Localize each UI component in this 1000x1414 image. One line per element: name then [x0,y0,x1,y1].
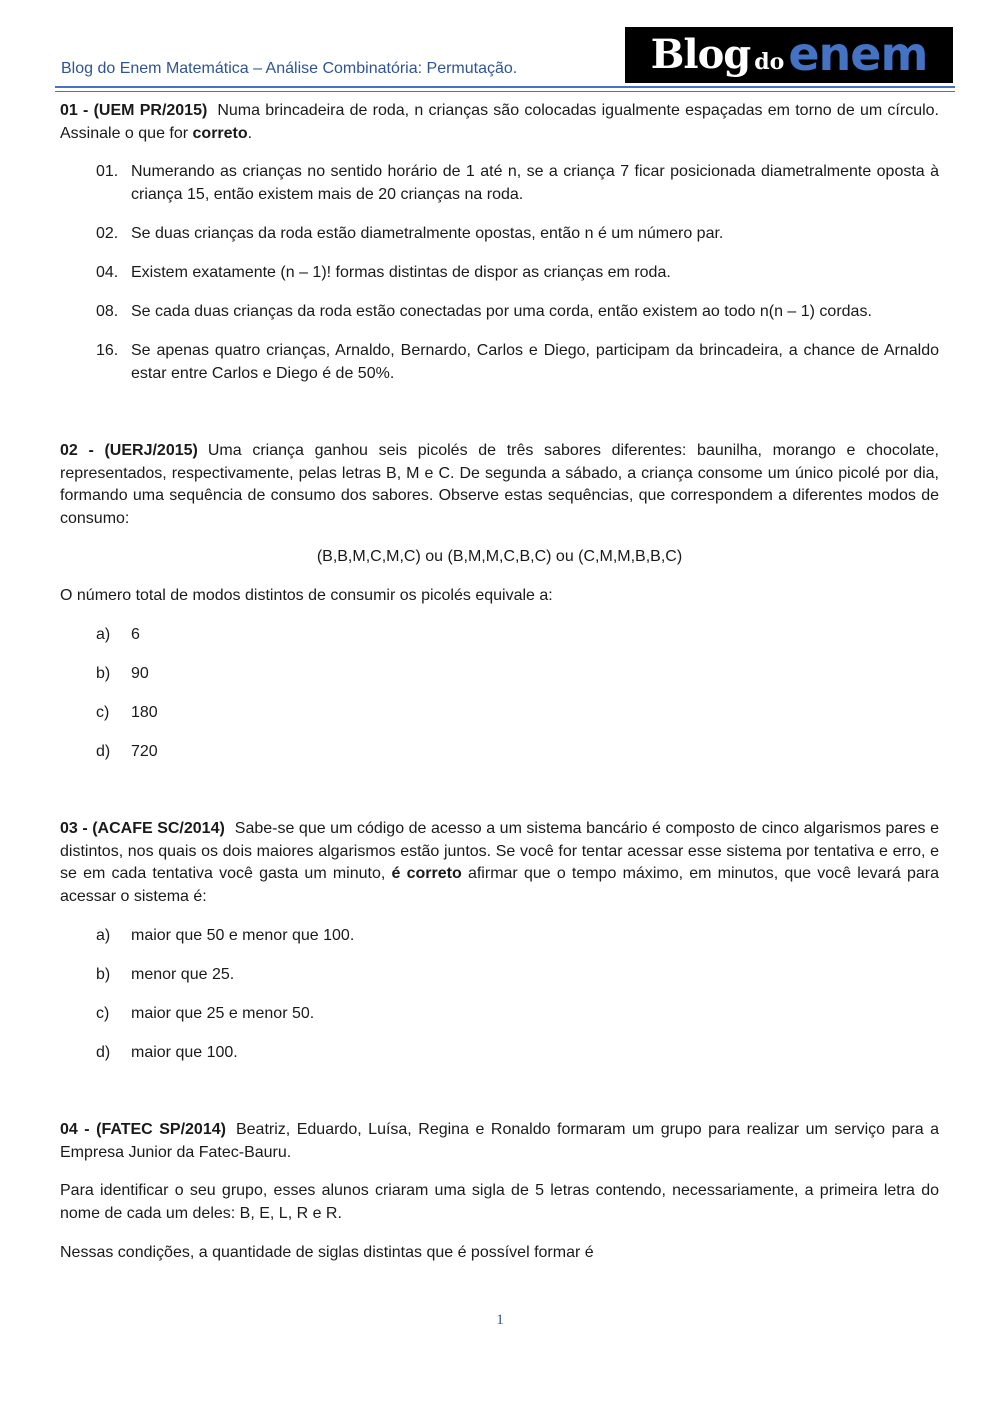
option-text: maior que 50 e menor que 100. [131,927,355,944]
item-number: 04. [96,264,119,281]
option-text: 6 [131,626,140,643]
option-letter: d) [96,1044,111,1061]
logo-part-do: do [754,49,785,75]
question-03-bold: é correto [391,865,462,882]
header-title: Blog do Enem Matemática – Análise Combinatória: Permutação. [61,60,518,77]
option-letter: a) [96,626,111,643]
question-02 [60,440,939,530]
question-02-sequences: (B,B,M,C,M,C) ou (B,M,M,C,B,C) ou (C,M,M,B,B,C) [316,548,683,565]
item-text: Se apenas quatro crianças, Arnaldo, Bernardo, Carlos e Diego, participam da brincadeira, a chance de Arnaldo estar entre Carlos e Diego é de 50%. [131,342,939,382]
logo-part-blog: Blog [650,30,751,78]
option-text: 180 [131,704,158,721]
question-02-option [96,741,158,764]
item-number: 02. [96,225,119,242]
question-01-item [96,262,939,285]
question-03-option [96,1042,238,1065]
item-text: Existem exatamente (n – 1)! formas distintas de dispor as crianças em roda. [131,264,671,281]
question-02-statement [60,440,939,530]
option-letter: b) [96,966,111,983]
question-01-statement [60,100,939,145]
question-01-text-end: . [247,124,253,142]
question-04-para3: Nessas condições, a quantidade de siglas distintas que é possível formar é [60,1244,594,1261]
option-letter: a) [96,927,111,944]
question-03-text-end: afirmar que o tempo máximo, em minutos, que você levará para acessar o sistema é: [60,865,940,905]
blog-do-enem-logo [625,27,953,83]
question-01-item [96,161,939,206]
logo-part-enem: enem [788,27,928,81]
option-text: menor que 25. [131,966,235,983]
question-03-text: Sabe-se que um código de acesso a um sistema bancário é composto de cinco algarismos pares e distintos, nos quais os dois maiores algarismos estão juntos. Se você for tentar acessar esse sistema por tentativa e erro, e se em cada tentativa você gasta um minuto, [60,820,939,882]
question-04-paragraph-2 [60,1180,939,1225]
item-text: Numerando as crianças no sentido horário de 1 até n, se a criança 7 ficar posicionada diametralmente oposta à criança 15, então existem mais de 20 crianças na roda. [131,163,939,203]
header-rule-top [55,86,955,88]
question-04-para2: Para identificar o seu grupo, esses alunos criaram uma sigla de 5 letras contendo, necessariamente, a primeira letra do nome de cada um deles: B, E, L, R e R. [60,1182,939,1222]
question-03-option [96,925,354,948]
question-03-heading: 03 - (ACAFE SC/2014) [60,820,225,837]
question-01-item [96,301,939,324]
question-03-statement [60,818,939,908]
item-text: Se cada duas crianças da roda estão conectadas por uma corda, então existem ao todo n(n – 1) cordas. [131,303,872,320]
question-01-bold: correto [192,124,248,142]
option-text: 90 [131,665,149,682]
question-01-item [96,340,939,385]
option-letter: d) [96,743,111,760]
question-02-option [96,663,149,686]
question-01-heading: 01 - (UEM PR/2015) [60,102,208,119]
question-02-option [96,624,140,647]
item-number: 08. [96,303,119,320]
question-04-text: Beatriz, Eduardo, Luísa, Regina e Ronaldo formaram um grupo para realizar um serviço para a Empresa Junior da Fatec-Bauru. [60,1121,939,1161]
question-04-heading: 04 - (FATEC SP/2014) [60,1121,226,1138]
item-number: 01. [96,163,119,180]
question-02-option [96,702,158,725]
option-text: maior que 100. [131,1044,238,1061]
question-03-option [96,1003,314,1026]
option-text: maior que 25 e menor 50. [131,1005,315,1022]
question-03 [60,818,939,908]
option-letter: c) [96,1005,110,1022]
option-text: 720 [131,743,158,760]
question-04-paragraph-3 [60,1242,939,1265]
question-04-statement [60,1119,939,1164]
question-01-text: Numa brincadeira de roda, n crianças são colocadas igualmente espaçadas em torno de um círculo. Assinale o que for [60,102,940,142]
question-02-heading: 02 - (UERJ/2015) [60,442,198,459]
header-rule-bottom [55,91,955,92]
question-01-item [96,223,939,246]
page-number: 1 [496,1312,504,1328]
item-text: Se duas crianças da roda estão diametralmente opostas, então n é um número par. [131,225,724,242]
question-03-option [96,964,234,987]
option-letter: b) [96,665,111,682]
question-01 [60,100,939,145]
question-02-prompt [60,585,939,608]
question-02-text: Uma criança ganhou seis picolés de três sabores diferentes: baunilha, morango e chocolate, representados, respectivamente, pelas letras B, M e C. De segunda a sábado, a criança consome um único picolé por dia, formando uma sequência de consumo dos sabores. Observe estas sequências, que correspondem a diferentes modos de consumo: [60,442,940,527]
question-04 [60,1119,939,1164]
option-letter: c) [96,704,110,721]
question-02-question: O número total de modos distintos de consumir os picolés equivale a: [60,587,553,604]
item-number: 16. [96,342,119,359]
